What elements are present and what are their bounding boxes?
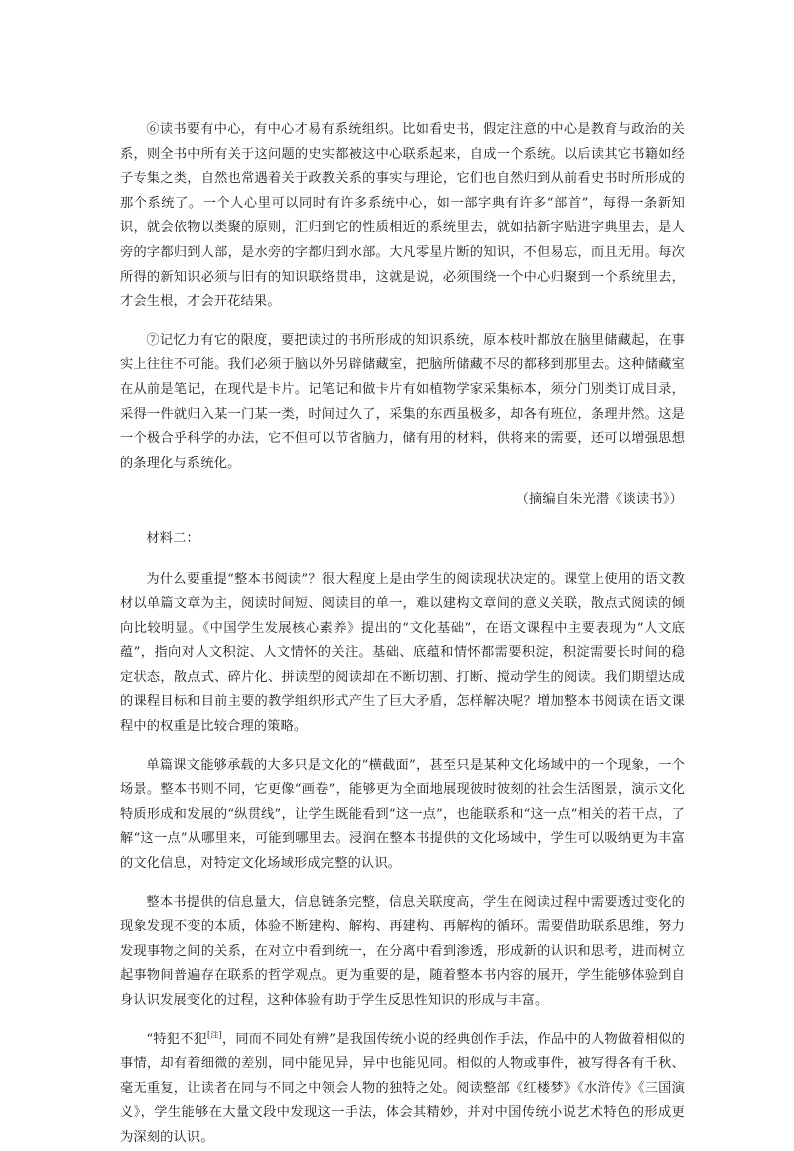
material-two-paragraph-4 [120,1028,685,1151]
footnote-marker: [注] [207,1030,222,1040]
section-heading-material-two: 材料二： [146,530,200,546]
source-citation: （摘编自朱光潜《谈读书》） [515,492,683,508]
document-page [120,118,685,1151]
paragraph-4-rest: ，同而不同处有辨”是我国传统小说的经典创作手法，作品中的人物做着相似的事情，却有着细微的差别，同中能见异，异中也能见同。相似的人物或事件，被写得各有千秋、毫无重复，让读者在同与不同之中领会人物的独特之处。阅读整部《红楼梦》《水浒传》《三国演义》，学生能够在大量文段中发现这一手法，体会其精妙，并对中国传统小说艺术特色的形成更为深刻的认识。 [120,1031,686,1145]
material-two-paragraph-3: 整本书提供的信息量大，信息链条完整，信息关联度高，学生在阅读过程中需要透过变化的现象发现不变的本质，体验不断建构、解构、再建构、再解构的循环。需要借助联系思维，努力发现事物之间的关系，在对立中看到统一，在分离中看到渗透，形成新的认识和思考，进而树立起事物间普遍存在联系的哲学观点。更为重要的是，随着整本书内容的展开，学生能够体验到自身认识发展变化的过程，这种体验有助于学生反思性知识的形成与丰富。 [120,894,685,1008]
paragraph-4-start: “特犯不犯 [146,1031,208,1047]
paragraph-7: ⑦记忆力有它的限度，要把读过的书所形成的知识系统，原本枝叶都放在脑里储藏起，在事实上往往不可能。我们必须于脑以外另辟储藏室，把脑所储藏不尽的都移到那里去。这种储藏室在从前是笔记，在现代是卡片。记笔记和做卡片有如植物学家采集标本，须分门别类订成目录，采得一件就归入某一门某一类，时间过久了，采集的东西虽极多，却各有班位，条理井然。这是一个极合乎科学的办法，它不但可以节省脑力，储有用的材料，供将来的需要，还可以增强思想的条理化与系统化。 [120,332,685,471]
material-two-paragraph-2: 单篇课文能够承载的大多只是文化的“横截面”，甚至只是某种文化场域中的一个现象，一个场景。整本书则不同，它更像“画卷”，能够更为全面地展现彼时彼刻的社会生活图景，演示文化特质形成和发展的“纵贯线”，让学生既能看到“这一点”，也能联系和“这一点”相关的若干点，了解“这一点”从哪里来，可能到哪里去。浸润在整本书提供的文化场域中，学生可以吸纳更为丰富的文化信息，对特定文化场域形成完整的认识。 [120,757,685,872]
paragraph-6: ⑥读书要有中心，有中心才易有系统组织。比如看史书，假定注意的中心是教育与政治的关系，则全书中所有关于这问题的史实都被这中心联系起来，自成一个系统。以后读其它书籍如经子专集之类，自然也常遇着关于政教关系的事实与理论，它们也自然归到从前看史书时所形成的那个系统了。一个人心里可以同时有许多系统中心，如一部字典有许多“部首”，每得一条新知识，就会依物以类聚的原则，汇归到它的性质相近的系统里去，就如拈新字贴进字典里去，是人旁的字都归到人部，是水旁的字都归到水部。大凡零星片断的知识，不但易忘，而且无用。每次所得的新知识必须与旧有的知识联络贯串，这就是说，必须围绕一个中心归聚到一个系统里去，才会生根，才会开花结果。 [120,122,685,310]
material-two-paragraph-1: 为什么要重提“整本书阅读”？很大程度上是由学生的阅读现状决定的。课堂上使用的语文教材以单篇文章为主，阅读时间短、阅读目的单一，难以建构文章间的意义关联，散点式阅读的倾向比较明显。《中国学生发展核心素养》提出的“文化基础”，在语文课程中主要表现为“人文底蕴”，指向对人文积淀、人文情怀的关注。基础、底蕴和情怀都需要积淀，积淀需要长时间的稳定状态，散点式、碎片化、拼读型的阅读却在不断切割、打断、搅动学生的阅读。我们期望达成的课程目标和目前主要的教学组织形式产生了巨大矛盾，怎样解决呢？增加整本书阅读在语文课程中的权重是比较合理的策略。 [120,571,685,735]
